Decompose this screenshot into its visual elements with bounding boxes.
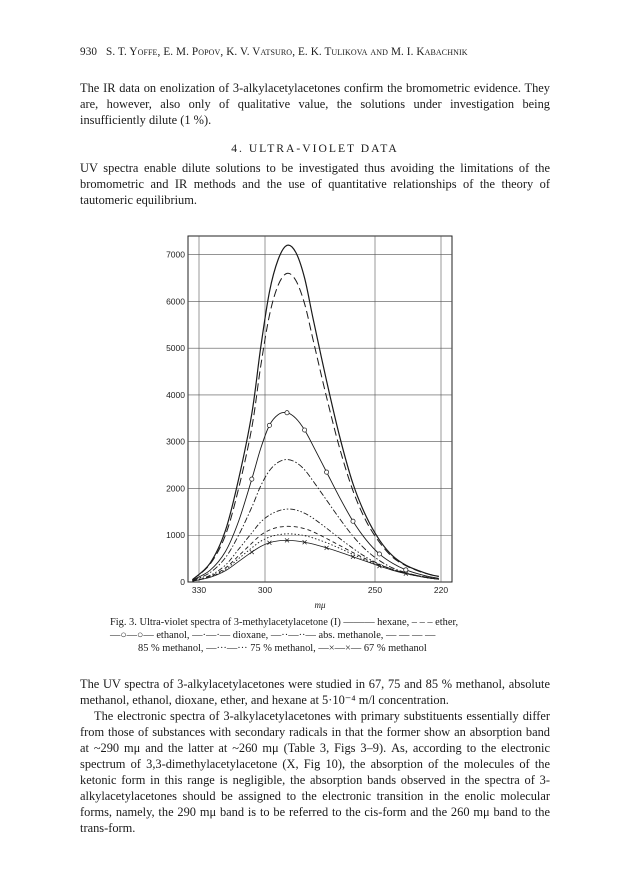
y-tick-label: 6000 [166, 296, 185, 307]
section-heading: 4. ULTRA-VIOLET DATA [231, 142, 399, 155]
x-tick-label: 220 [433, 585, 449, 595]
data-point-ethanol [351, 519, 355, 523]
x-tick-label: 300 [257, 585, 273, 595]
paragraph-ir-data: The IR data on enolization of 3-alkylacetylacetones confirm the bromometric evidence. They are, however, also only of qualitative value, the solutions under investigation being insufficiently dilute (1 %). [80, 81, 550, 127]
page-number: 930 [80, 46, 98, 58]
series-line-hexane [192, 245, 438, 580]
author-line: S. T. Yoffe, E. M. Popov, K. V. Vatsuro, E. K. Tulikova and M. I. Kabachnik [106, 46, 468, 58]
data-point-ethanol [250, 477, 254, 481]
data-point-ethanol [303, 428, 307, 432]
data-point-ethanol [377, 552, 381, 556]
data-point-67-methanol [267, 541, 271, 545]
chart-ticks [166, 250, 448, 610]
data-point-ethanol [267, 423, 271, 427]
chart-series [192, 245, 438, 581]
paragraph-uv-conditions: The UV spectra of 3-alkylacetylacetones were studied in 67, 75 and 85 % methanol, absolute methanol, ethanol, dioxane, ether, and hexane at 5·10⁻⁴ m/l concentration. [80, 677, 550, 707]
y-tick-label: 1000 [166, 530, 185, 541]
paragraph-uv-intro: UV spectra enable dilute solutions to be investigated thus avoiding the limitations of the bromometric and IR methods and the use of quantitative relationships of the theory of tautomeric equilibrium. [80, 161, 550, 207]
y-tick-label: 4000 [166, 389, 185, 400]
paragraph-electronic-spectra: The electronic spectra of 3-alkylacetylacetones with primary substituents essentially differ from those of substances with secondary radicals in that the former show an absorption band at ~290 mμ and the latter at ~260 mμ (Table 3, Figs 3–9). As, according to the electronic spectrum of 3,3-dimethylacetylacetone (X, Fig 10), the absorption of the molecules of the ketonic form in this range is negligible, the absorption bands observed in the spectra of 3-alkylacetylacetones should be assigned to the electronic transition in the enolic molecular forms, namely, the 290 mμ band is to be referred to the cis-form and the 260 mμ band to the trans-form. [80, 709, 550, 835]
y-tick-label: 2000 [166, 483, 185, 494]
figure-caption [110, 616, 520, 655]
caption-line-1: Fig. 3. Ultra-violet spectra of 3-methylacetylacetone (I) ——— hexane, – – – ether, [110, 617, 459, 628]
y-tick-label: 5000 [166, 343, 185, 354]
running-header [80, 46, 550, 58]
data-point-67-methanol [351, 555, 355, 559]
series-line-75-methanol [192, 534, 438, 581]
y-tick-label: 0 [180, 577, 185, 587]
series-line-ethanol [192, 412, 438, 580]
y-tick-label: 7000 [166, 249, 185, 260]
y-tick-label: 3000 [166, 436, 185, 447]
x-axis-label: mμ [314, 600, 326, 610]
data-point-ethanol [404, 568, 408, 572]
data-point-67-methanol [325, 546, 329, 550]
caption-line-2: —○—○— ethanol, —·—·— dioxane, —··—··— abs. methanole, — — — — [110, 630, 436, 641]
series-line-ether [192, 273, 438, 579]
x-tick-label: 330 [191, 585, 207, 595]
data-point-67-methanol [250, 550, 254, 554]
uv-spectra-chart [150, 226, 470, 610]
data-point-ethanol [325, 470, 329, 474]
x-tick-label: 250 [367, 585, 383, 595]
data-point-ethanol [285, 411, 289, 415]
caption-line-3: 85 % methanol, —···—··· 75 % methanol, —×—×— 67 % methanol [138, 643, 427, 654]
